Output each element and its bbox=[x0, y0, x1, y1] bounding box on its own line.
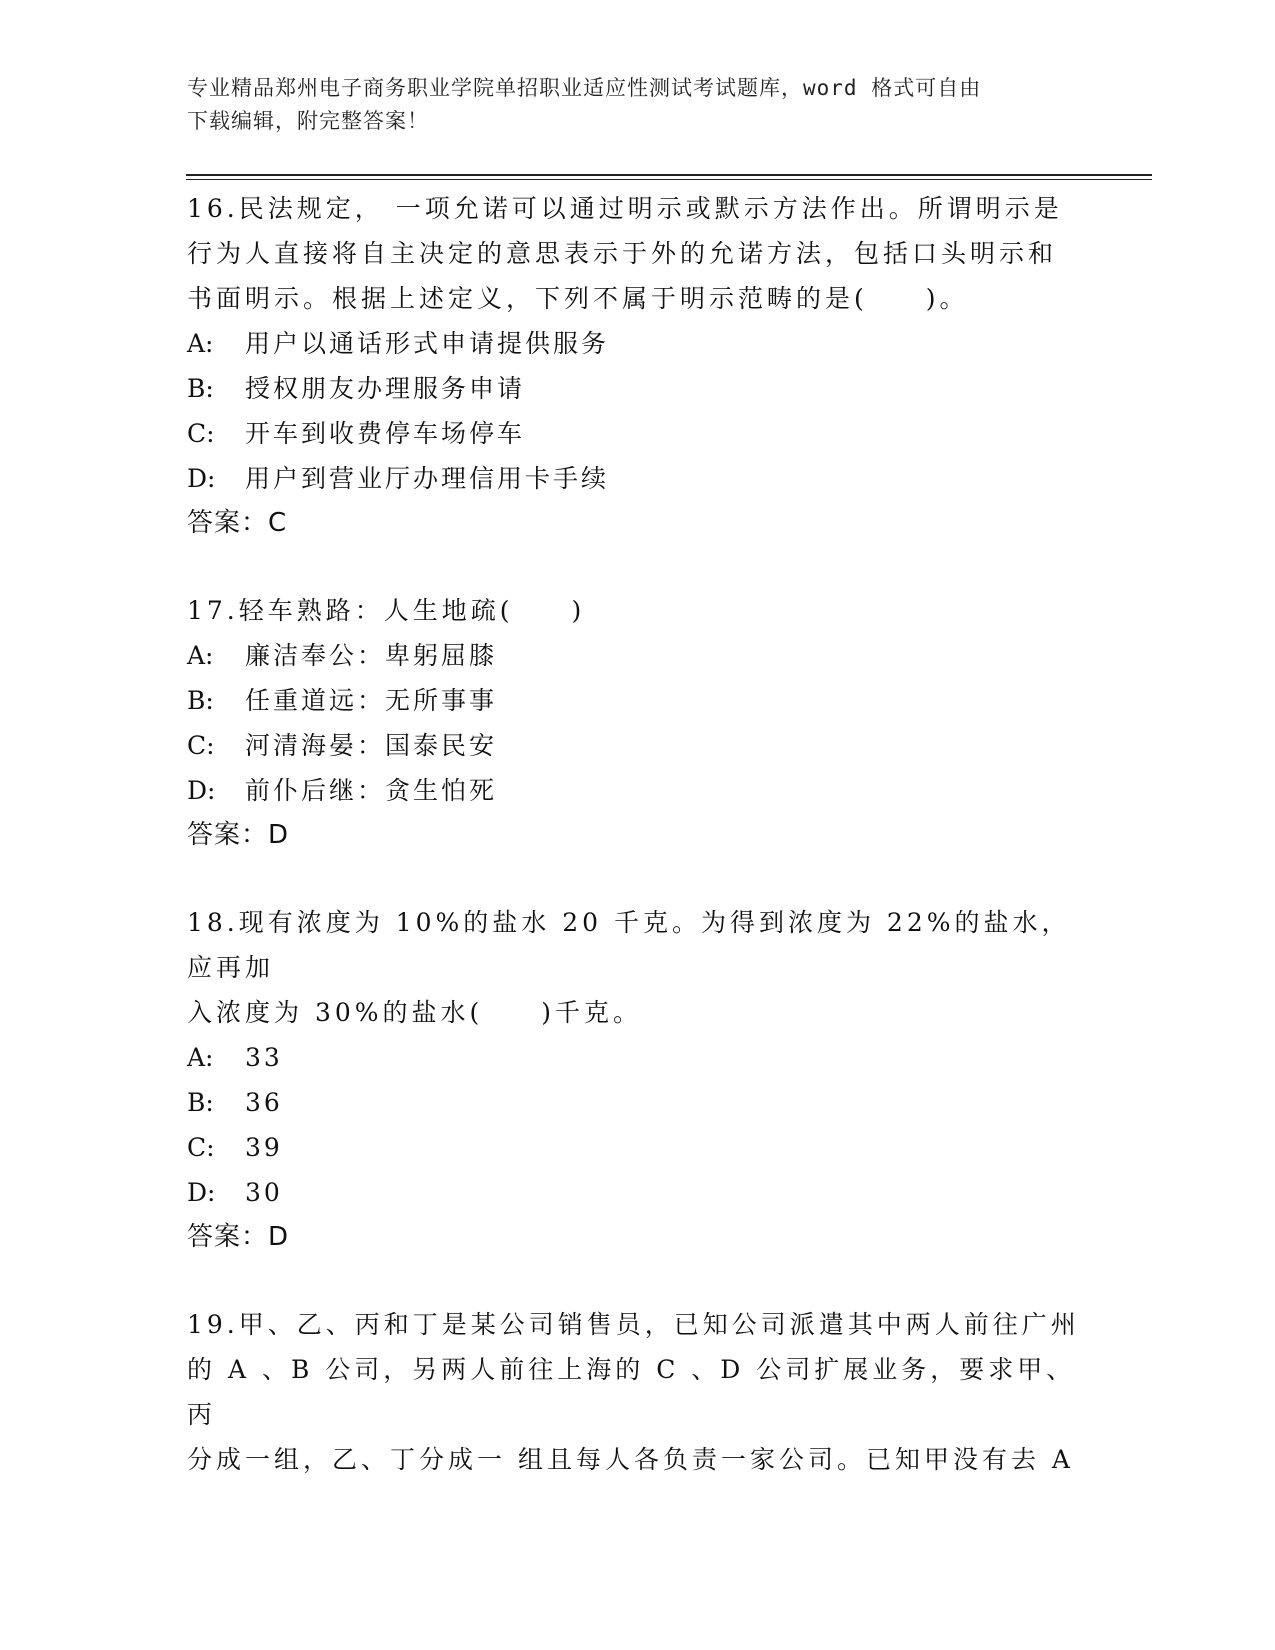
option-text: 用户以通话形式申请提供服务 bbox=[245, 329, 610, 358]
option-key: B: bbox=[187, 686, 214, 715]
option-key: A: bbox=[187, 329, 214, 358]
question-text-line: 入浓度为 30%的盐水( )千克。 bbox=[187, 998, 643, 1027]
option-text: 河清海晏：国泰民安 bbox=[245, 731, 498, 760]
option-key: D: bbox=[187, 776, 216, 805]
header-line-2: 下载编辑，附完整答案！ bbox=[187, 109, 429, 133]
option-text: 用户到营业厅办理信用卡手续 bbox=[245, 464, 610, 493]
option-text: 30 bbox=[245, 1178, 283, 1207]
option-key: B: bbox=[187, 1088, 214, 1117]
question-text-line: 19.甲、乙、丙和丁是某公司销售员，已知公司派遣其中两人前往广州 bbox=[187, 1310, 1080, 1339]
option-key: C: bbox=[187, 419, 215, 448]
option-row bbox=[187, 678, 1087, 723]
question-17 bbox=[187, 588, 1087, 858]
question-text-line: 18.现有浓度为 10%的盐水 20 千克。为得到浓度为 22%的盐水，应再加 bbox=[187, 908, 1071, 982]
answer-label: 答案：D bbox=[187, 820, 290, 850]
answer-label: 答案：C bbox=[187, 508, 288, 538]
option-key: C: bbox=[187, 731, 215, 760]
question-19 bbox=[187, 1302, 1087, 1482]
option-row bbox=[187, 768, 1087, 813]
question-list bbox=[187, 186, 1087, 1524]
question-text-line: 的 A 、B 公司，另两人前往上海的 C 、D 公司扩展业务，要求甲、丙 bbox=[187, 1355, 1076, 1429]
option-row bbox=[187, 1125, 1087, 1170]
option-row bbox=[187, 411, 1087, 456]
option-row bbox=[187, 633, 1087, 678]
answer-label: 答案：D bbox=[187, 1222, 290, 1252]
option-key: A: bbox=[187, 641, 214, 670]
option-key: B: bbox=[187, 374, 214, 403]
option-text: 33 bbox=[245, 1043, 283, 1072]
question-text-line: 分成一组，乙、丁分成一 组且每人各负责一家公司。已知甲没有去 A bbox=[187, 1445, 1074, 1474]
question-text-line: 16.民法规定， 一项允诺可以通过明示或默示方法作出。所谓明示是 bbox=[187, 194, 1063, 223]
question-18 bbox=[187, 900, 1087, 1260]
option-text: 廉洁奉公：卑躬屈膝 bbox=[245, 641, 498, 670]
header-rule-thick bbox=[186, 174, 1152, 176]
option-row bbox=[187, 723, 1087, 768]
option-text: 授权朋友办理服务申请 bbox=[245, 374, 526, 403]
option-text: 36 bbox=[245, 1088, 283, 1117]
option-key: C: bbox=[187, 1133, 215, 1162]
option-row bbox=[187, 1035, 1087, 1080]
option-key: D: bbox=[187, 1178, 216, 1207]
option-row bbox=[187, 456, 1087, 501]
page-header bbox=[187, 72, 1087, 138]
option-text: 开车到收费停车场停车 bbox=[245, 419, 526, 448]
question-text-line: 行为人直接将自主决定的意思表示于外的允诺方法，包括口头明示和 bbox=[187, 239, 1058, 268]
option-row bbox=[187, 1170, 1087, 1215]
option-key: A: bbox=[187, 1043, 214, 1072]
header-rule-thin bbox=[186, 179, 1152, 180]
option-row bbox=[187, 366, 1087, 411]
question-16 bbox=[187, 186, 1087, 546]
option-row bbox=[187, 321, 1087, 366]
option-key: D: bbox=[187, 464, 216, 493]
option-row bbox=[187, 1080, 1087, 1125]
option-text: 39 bbox=[245, 1133, 283, 1162]
option-text: 前仆后继：贪生怕死 bbox=[245, 776, 498, 805]
question-text-line: 书面明示。根据上述定义，下列不属于明示范畴的是( )。 bbox=[187, 284, 969, 313]
question-text-line: 17.轻车熟路：人生地疏( ) bbox=[187, 596, 586, 625]
header-line-1: 专业精品郑州电子商务职业学院单招职业适应性测试考试题库，word 格式可自由 bbox=[187, 76, 982, 100]
option-text: 任重道远：无所事事 bbox=[245, 686, 498, 715]
